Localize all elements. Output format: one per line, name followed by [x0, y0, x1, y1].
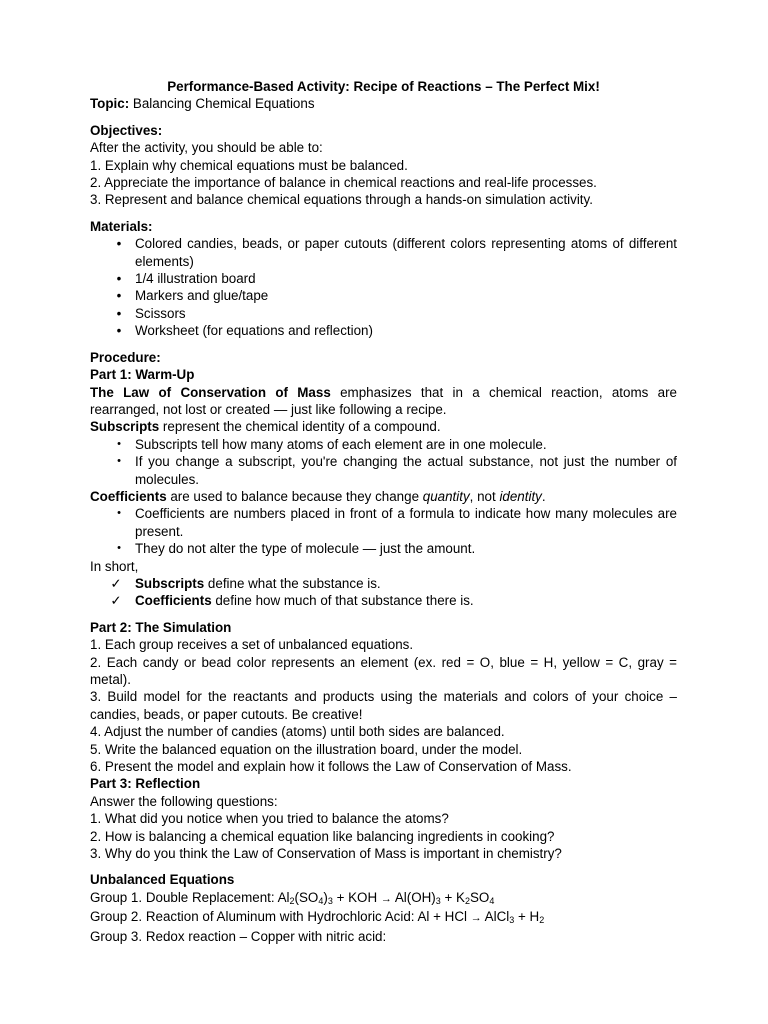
- short-item-bold: Subscripts: [135, 575, 205, 591]
- subscripts-item-text: If you change a subscript, you're changing the actual substance, not just the number of molecules.: [135, 454, 677, 487]
- part1-heading: Part 1: Warm-Up: [90, 367, 195, 383]
- subscript: 3: [509, 915, 515, 926]
- document-title: Performance-Based Activity: Recipe of Reactions – The Perfect Mix!: [167, 79, 600, 94]
- list-item: [90, 505, 677, 540]
- subscript: 3: [435, 895, 441, 906]
- list-item: [90, 436, 677, 453]
- coefficients-item-text: They do not alter the type of molecule — just the amount.: [135, 541, 476, 557]
- arrow-right-icon: →: [380, 892, 392, 905]
- objectives-intro: After the activity, you should be able to:: [90, 140, 323, 156]
- formula-text: + KOH: [332, 889, 381, 905]
- simulation-step: 5. Write the balanced equation on the illustration board, under the model.: [90, 741, 523, 757]
- objective-item: 1. Explain why chemical equations must be balanced.: [90, 157, 408, 173]
- subscript: 3: [327, 895, 333, 906]
- material-text: 1/4 illustration board: [135, 271, 256, 287]
- objective-item: 3. Represent and balance chemical equations through a hands-on simulation activity.: [90, 192, 593, 208]
- coefficients-bold: Coefficients: [90, 488, 167, 504]
- list-item: [90, 270, 677, 287]
- formula-text: Al + HCl: [417, 909, 471, 925]
- material-text: Markers and glue/tape: [135, 288, 269, 304]
- subscripts-paragraph: [90, 418, 677, 435]
- subscripts-list: [90, 436, 677, 488]
- simulation-step: 3. Build model for the reactants and products using the materials and colors of your choice – candies, beads, or paper cutouts. Be creative!: [90, 689, 677, 722]
- list-item: [90, 235, 677, 270]
- material-text: Scissors: [135, 305, 186, 321]
- formula-text: K: [456, 889, 465, 905]
- equation-group-1: [90, 889, 677, 908]
- subscript: 2: [289, 895, 295, 906]
- group-label: Group 1. Double Replacement:: [90, 889, 278, 905]
- list-item: [90, 575, 677, 592]
- topic-label: Topic:: [90, 96, 130, 112]
- coefficients-text: .: [541, 488, 546, 504]
- subscript: 2: [539, 915, 545, 926]
- subscript: 2: [464, 895, 470, 906]
- simulation-step: 6. Present the model and explain how it follows the Law of Conservation of Mass.: [90, 759, 572, 775]
- identity-italic: identity: [499, 488, 542, 504]
- materials-heading: Materials:: [90, 218, 153, 234]
- bullet-icon: •: [116, 271, 122, 287]
- group-label: Group 2. Reaction of Aluminum with Hydrochloric Acid:: [90, 909, 418, 925]
- law-bold: The Law of Conservation of Mass: [90, 384, 331, 400]
- list-item: [90, 305, 677, 322]
- short-item-bold: Coefficients: [135, 593, 212, 609]
- bullet-icon: •: [116, 323, 122, 339]
- objective-item: 2. Appreciate the importance of balance in chemical reactions and real-life processes.: [90, 175, 597, 191]
- formula-text: SO: [469, 889, 490, 905]
- subscripts-bold: Subscripts: [90, 419, 160, 435]
- coefficients-list: [90, 505, 677, 557]
- material-text: Colored candies, beads, or paper cutouts (different colors representing atoms of different elements): [135, 236, 677, 269]
- formula-text: Al: [277, 889, 290, 905]
- simulation-step: 2. Each candy or bead color represents an element (ex. red = O, blue = H, yellow = C, gray = metal).: [90, 654, 677, 687]
- bullet-icon: •: [116, 288, 122, 304]
- law-text: emphasizes that in a chemical reaction, atoms are rearranged, not lost or created — just like following a recipe.: [90, 384, 677, 417]
- material-text: Worksheet (for equations and reflection): [135, 323, 373, 339]
- reflection-question: 3. Why do you think the Law of Conservation of Mass is important in chemistry?: [90, 846, 562, 862]
- materials-list: [90, 235, 677, 339]
- subscript: 4: [318, 895, 324, 906]
- arrow-right-icon: →: [470, 912, 482, 925]
- formula-text: ): [323, 889, 328, 905]
- checkmark-icon: ✓: [110, 593, 122, 609]
- bullet-icon: •: [116, 305, 122, 321]
- coefficients-text: are used to balance because they change: [166, 488, 423, 504]
- part2-heading: Part 2: The Simulation: [90, 619, 232, 635]
- law-paragraph: [90, 384, 677, 419]
- subscripts-item-text: Subscripts tell how many atoms of each element are in one molecule.: [135, 436, 547, 452]
- bullet-icon: •: [116, 236, 122, 252]
- bullet-icon: •: [117, 455, 121, 468]
- in-short-text: In short,: [90, 558, 139, 574]
- part3-heading: Part 3: Reflection: [90, 776, 201, 792]
- formula-text: Al(OH): [391, 889, 436, 905]
- simulation-step: 1. Each group receives a set of unbalanced equations.: [90, 637, 414, 653]
- equation-group-3: Group 3. Redox reaction – Copper with nitric acid:: [90, 928, 387, 944]
- short-item-text: define what the substance is.: [204, 575, 381, 591]
- subscripts-text: represent the chemical identity of a compound.: [159, 419, 441, 435]
- topic-line: [90, 95, 677, 112]
- coefficients-paragraph: [90, 488, 677, 505]
- reflection-question: 1. What did you notice when you tried to balance the atoms?: [90, 811, 449, 827]
- subscript: 4: [489, 895, 495, 906]
- list-item: [90, 540, 677, 557]
- formula-text: (SO: [294, 889, 319, 905]
- simulation-step: 4. Adjust the number of candies (atoms) until both sides are balanced.: [90, 724, 505, 740]
- coefficients-text: , not: [469, 488, 500, 504]
- bullet-icon: •: [117, 437, 121, 450]
- in-short-list: [90, 575, 677, 610]
- unbalanced-heading: Unbalanced Equations: [90, 872, 235, 888]
- procedure-heading: Procedure:: [90, 349, 161, 365]
- objectives-heading: Objectives:: [90, 122, 163, 138]
- formula-text: +: [440, 889, 457, 905]
- reflection-question: 2. How is balancing a chemical equation like balancing ingredients in cooking?: [90, 828, 555, 844]
- bullet-icon: •: [117, 542, 121, 555]
- reflection-intro: Answer the following questions:: [90, 793, 278, 809]
- equation-group-2: [90, 908, 677, 927]
- document-page: [90, 78, 677, 945]
- coefficients-item-text: Coefficients are numbers placed in front of a formula to indicate how many molecules are present.: [135, 506, 677, 539]
- formula-text: + H: [514, 909, 540, 925]
- list-item: [90, 592, 677, 609]
- bullet-icon: •: [117, 507, 121, 520]
- short-item-text: define how much of that substance there is.: [211, 593, 474, 609]
- topic-value: Balancing Chemical Equations: [129, 96, 315, 112]
- list-item: [90, 453, 677, 488]
- list-item: [90, 287, 677, 304]
- list-item: [90, 322, 677, 339]
- checkmark-icon: ✓: [110, 575, 122, 591]
- formula-text: AlCl: [481, 909, 510, 925]
- quantity-italic: quantity: [422, 488, 470, 504]
